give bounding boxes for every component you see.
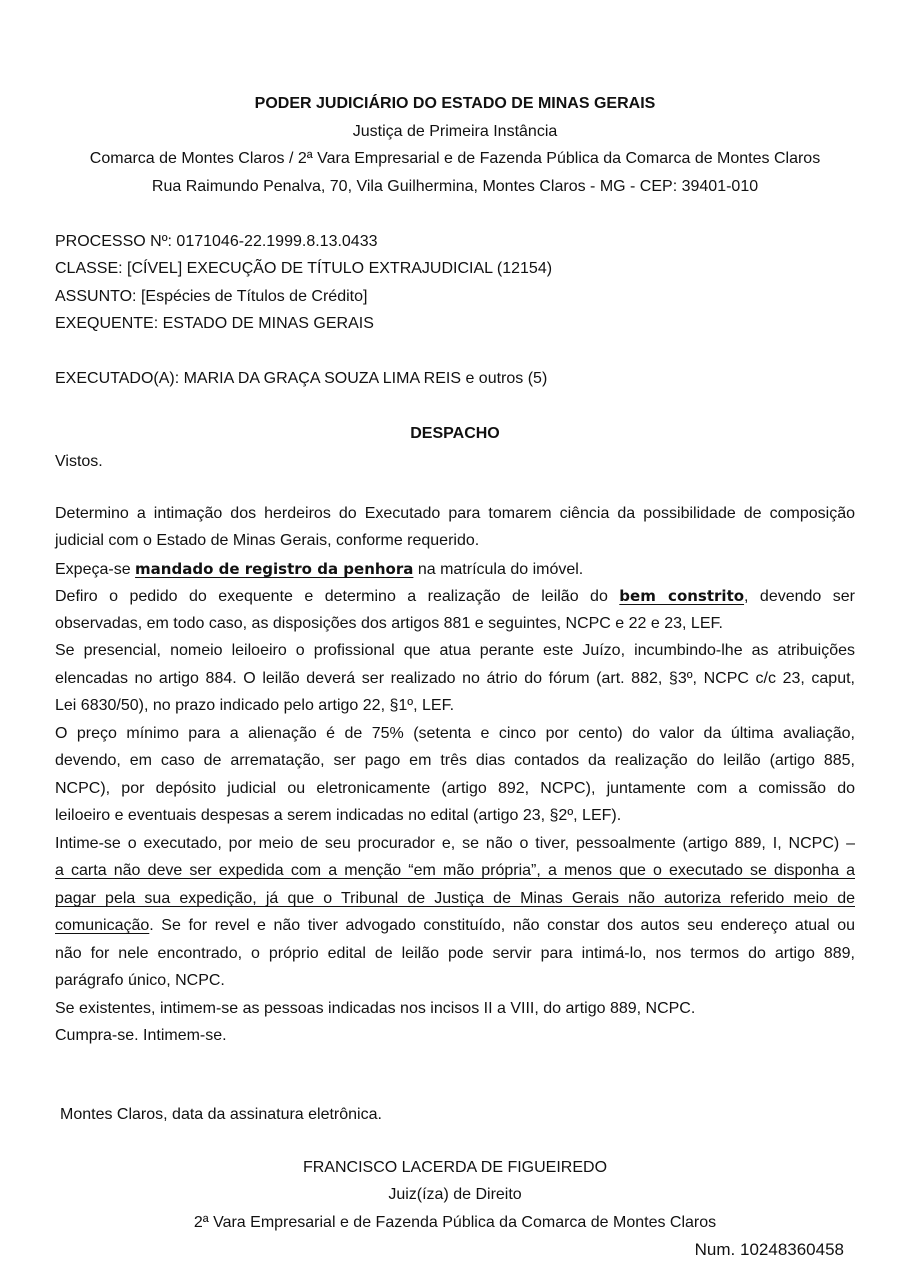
mandado-highlight: mandado de registro da penhora	[135, 560, 414, 578]
document-heading: DESPACHO	[410, 425, 500, 442]
paragraph-6-line-6: parágrafo único, NCPC.	[55, 972, 225, 989]
paragraph-4-line-3: Lei 6830/50), no prazo indicado pelo artigo 22, §1º, LEF.	[55, 697, 455, 714]
paragraph-6-line-4-rest: . Se for revel e não tiver advogado constituído, não constar dos autos seu endereço atual ou	[149, 917, 855, 934]
case-processo: PROCESSO Nº: 0171046-22.1999.8.13.0433	[55, 233, 378, 250]
paragraph-2-text-a: Expeça-se	[55, 561, 136, 578]
case-classe: CLASSE: [CÍVEL] EXECUÇÃO DE TÍTULO EXTRAJUDICIAL (12154)	[55, 260, 553, 277]
document-number: Num. 10248360458	[694, 1240, 844, 1259]
paragraph-4-line-2: elencadas no artigo 884. O leilão deverá ser realizado no átrio do fórum (art. 882, §3º, NCPC c/c 23, caput,	[55, 670, 855, 687]
court-address: Rua Raimundo Penalva, 70, Vila Guilhermina, Montes Claros - MG - CEP: 39401-010	[151, 178, 759, 195]
paragraph-6-line-2: a carta não deve ser expedida com a menção “em mão própria”, a menos que o executado se disponha a	[55, 862, 855, 879]
paragraph-2-text-c: na matrícula do imóvel.	[413, 561, 584, 578]
bem-constrito-highlight: bem constrito	[619, 587, 745, 605]
comunicacao-underlined: comunicação	[55, 917, 150, 934]
case-assunto: ASSUNTO: [Espécies de Títulos de Crédito]	[55, 288, 368, 305]
judge-role: Juiz(íza) de Direito	[388, 1186, 522, 1203]
judge-name: FRANCISCO LACERDA DE FIGUEIREDO	[302, 1159, 608, 1176]
court-instance: Justiça de Primeira Instância	[352, 123, 558, 140]
paragraph-1-line-2: judicial com o Estado de Minas Gerais, conforme requerido.	[55, 532, 480, 549]
paragraph-6-line-4	[55, 916, 855, 936]
paragraph-3-line-1	[55, 586, 855, 607]
paragraph-4-line-1: Se presencial, nomeio leiloeiro o profissional que atua perante este Juízo, incumbindo-lhe as atribuições	[55, 642, 855, 659]
paragraph-7: Se existentes, intimem-se as pessoas indicadas nos incisos II a VIII, do artigo 889, NCPC.	[55, 1000, 696, 1017]
case-executado: EXECUTADO(A): MARIA DA GRAÇA SOUZA LIMA REIS e outros (5)	[55, 370, 548, 387]
paragraph-3-line-2: observadas, em todo caso, as disposições dos artigos 881 e seguintes, NCPC e 22 e 23, LEF.	[55, 615, 723, 632]
paragraph-5-line-4: leiloeiro e eventuais despesas a serem indicadas no edital (artigo 23, §2º, LEF).	[55, 807, 622, 824]
court-name: Comarca de Montes Claros / 2ª Vara Empresarial e de Fazenda Pública da Comarca de Montes Claros	[89, 150, 821, 167]
place-date: Montes Claros, data da assinatura eletrônica.	[60, 1106, 382, 1123]
case-exequente: EXEQUENTE: ESTADO DE MINAS GERAIS	[55, 315, 374, 332]
paragraph-5-line-3: NCPC), por depósito judicial ou eletronicamente (artigo 892, NCPC), juntamente com a comissão do	[55, 780, 855, 797]
paragraph-1-line-1: Determino a intimação dos herdeiros do Executado para tomarem ciência da possibilidade de composição	[55, 505, 855, 522]
judge-court: 2ª Vara Empresarial e de Fazenda Pública da Comarca de Montes Claros	[193, 1214, 717, 1231]
paragraph-3-text-a: Defiro o pedido do exequente e determino a realização de leilão do	[55, 588, 620, 605]
paragraph-2	[55, 559, 583, 580]
paragraph-6-line-5: não for nele encontrado, o próprio edital de leilão pode servir para intimá-lo, nos termos do artigo 889,	[55, 945, 855, 962]
paragraph-5-line-2: devendo, em caso de arrematação, ser pago em três dias contados da realização do leilão (artigo 885,	[55, 752, 855, 769]
vistos-text: Vistos.	[55, 453, 103, 470]
paragraph-5-line-1: O preço mínimo para a alienação é de 75% (setenta e cinco por cento) do valor da última avaliação,	[55, 725, 855, 742]
paragraph-6-line-3: pagar pela sua expedição, já que o Tribunal de Justiça de Minas Gerais não autoriza referido meio de	[55, 890, 855, 907]
court-title: PODER JUDICIÁRIO DO ESTADO DE MINAS GERAIS	[254, 95, 656, 112]
paragraph-8: Cumpra-se. Intimem-se.	[55, 1027, 227, 1044]
paragraph-6-line-1: Intime-se o executado, por meio de seu procurador e, se não o tiver, pessoalmente (artigo 889, I, NCPC) –	[55, 835, 855, 852]
paragraph-3-text-c: , devendo ser	[744, 588, 855, 605]
